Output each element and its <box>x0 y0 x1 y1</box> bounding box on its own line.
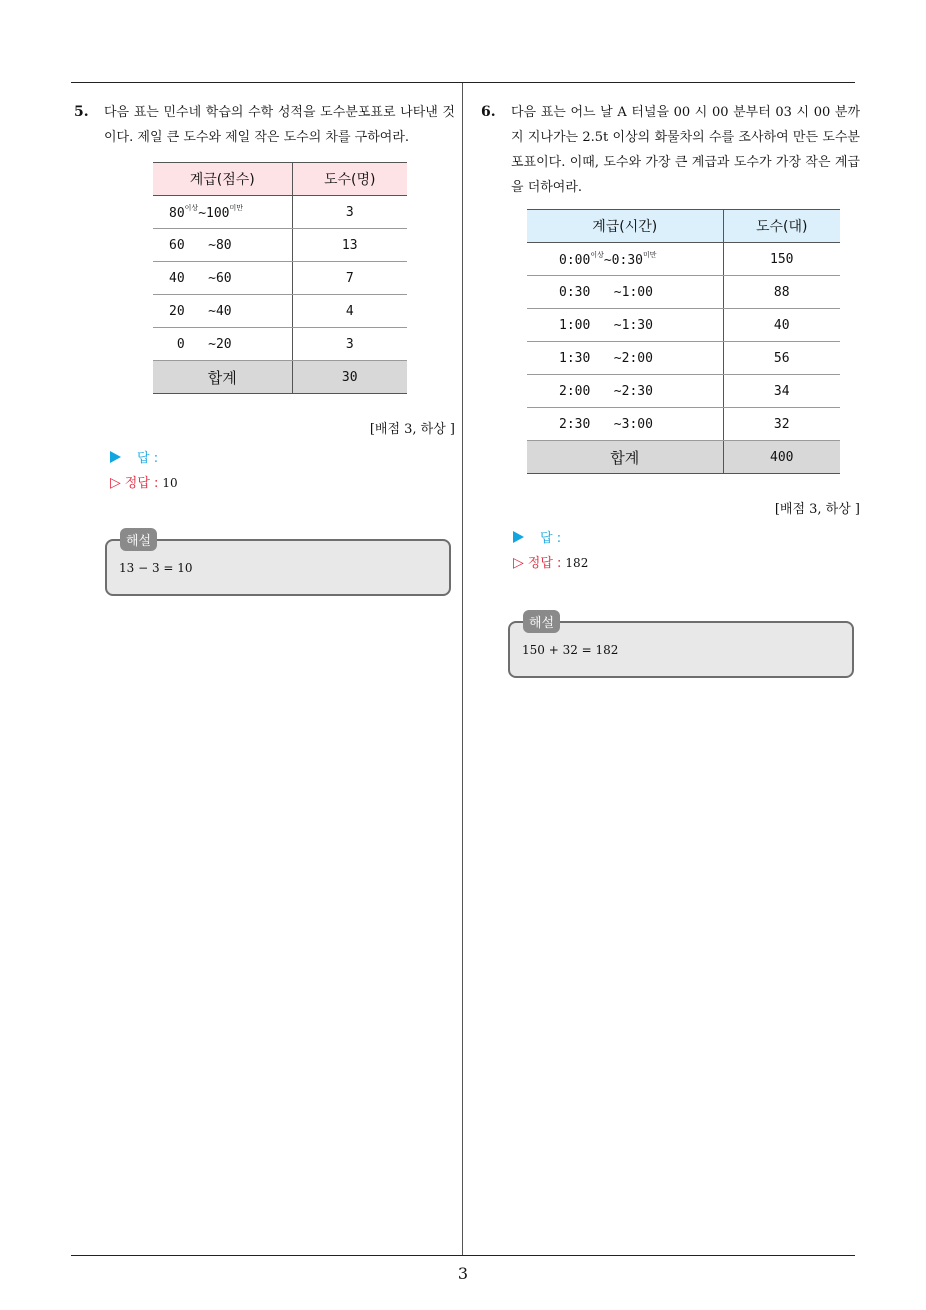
frequency-cell: 88 <box>723 276 840 309</box>
table-header <box>153 163 407 196</box>
question-text <box>477 100 860 200</box>
frequency-cell: 13 <box>292 229 407 262</box>
correct-answer-line <box>513 551 860 576</box>
table-total-row <box>153 361 407 394</box>
frequency-cell: 4 <box>292 295 407 328</box>
frequency-cell: 40 <box>723 309 840 342</box>
total-label: 합계 <box>527 441 723 474</box>
table-row <box>527 309 840 342</box>
correct-label: 정답 : <box>124 476 159 491</box>
page-number: 3 <box>457 1264 469 1283</box>
table-row <box>153 229 407 262</box>
class-cell: 0 ~20 <box>153 328 292 361</box>
answer-area <box>513 527 860 576</box>
correct-label: 정답 : <box>527 556 562 571</box>
frequency-cell: 34 <box>723 375 840 408</box>
class-cell: $80^{이상}\sim 100^{미만}$ <box>153 196 292 229</box>
total-value: 30 <box>292 361 407 394</box>
solution-text: 150 + 32 = 182 <box>522 643 619 657</box>
table-header <box>527 210 840 243</box>
answer-line <box>110 447 455 471</box>
score-note: [배점 3, 하상 ] <box>774 502 860 517</box>
solution-tab: 해설 <box>120 528 157 551</box>
correct-value: 10 <box>162 476 178 490</box>
table-row <box>153 295 407 328</box>
table-row <box>527 276 840 309</box>
frequency-cell: 3 <box>292 196 407 229</box>
frequency-cell: 7 <box>292 262 407 295</box>
answer-line <box>513 527 860 551</box>
table-row <box>153 262 407 295</box>
question-text <box>70 100 455 150</box>
solution-text: 13 − 3 = 10 <box>119 561 193 575</box>
class-cell: 40 ~60 <box>153 262 292 295</box>
header-class: 계급(점수) <box>153 163 292 196</box>
table-row <box>153 196 407 229</box>
class-cell: 20 ~40 <box>153 295 292 328</box>
solution-box <box>508 616 854 678</box>
class-cell: 1:30 ~2:00 <box>527 342 723 375</box>
bottom-rule <box>71 1255 855 1256</box>
header-frequency: 도수(대) <box>723 210 840 243</box>
question-body: 다음 표는 어느 날 A 터널을 00 시 00 분부터 03 시 00 분까지 지나가는 2.5t 이상의 화물차의 수를 조사하여 만든 도수분포표이다. 이때, 도수와 가장 큰 계급과 도수가 가장 작은 계급을 더하여라. <box>511 105 860 195</box>
play-triangle-icon <box>110 451 121 463</box>
top-rule <box>71 82 855 83</box>
total-label: 합계 <box>153 361 292 394</box>
question-5 <box>70 100 455 596</box>
outline-triangle-icon: ▷ <box>110 475 121 491</box>
correct-value: 182 <box>565 556 589 570</box>
class-cell: 0:30 ~1:00 <box>527 276 723 309</box>
table-row <box>527 342 840 375</box>
class-cell: 1:00 ~1:30 <box>527 309 723 342</box>
outline-triangle-icon: ▷ <box>513 555 524 571</box>
answer-label: 답 : <box>137 451 159 466</box>
score-note: [배점 3, 하상 ] <box>369 422 455 437</box>
question-number: 5. <box>74 104 89 120</box>
frequency-table <box>527 209 840 474</box>
table-total-row <box>527 441 840 474</box>
play-triangle-icon <box>513 531 524 543</box>
solution-box <box>105 534 451 596</box>
class-cell: 2:30 ~3:00 <box>527 408 723 441</box>
solution-tab: 해설 <box>523 610 560 633</box>
header-class: 계급(시간) <box>527 210 723 243</box>
total-value: 400 <box>723 441 840 474</box>
header-frequency: 도수(명) <box>292 163 407 196</box>
frequency-cell: 56 <box>723 342 840 375</box>
question-number: 6. <box>481 104 496 120</box>
class-cell: 2:00 ~2:30 <box>527 375 723 408</box>
frequency-cell: 32 <box>723 408 840 441</box>
correct-answer-line <box>110 471 455 496</box>
question-body: 다음 표는 민수네 학습의 수학 성적을 도수분포표로 나타낸 것이다. 제일 큰 도수와 제일 작은 도수의 차를 구하여라. <box>104 105 455 145</box>
table-row <box>527 408 840 441</box>
answer-area <box>110 447 455 496</box>
frequency-cell: 150 <box>723 243 840 276</box>
column-divider <box>462 83 463 1255</box>
frequency-cell: 3 <box>292 328 407 361</box>
table-row <box>527 243 840 276</box>
question-6 <box>477 100 860 678</box>
class-cell: $0:00^{이상}\sim 0:30^{미만}$ <box>527 243 723 276</box>
frequency-table <box>153 162 407 394</box>
table-row <box>153 328 407 361</box>
table-row <box>527 375 840 408</box>
answer-label: 답 : <box>540 531 562 546</box>
class-cell: 60 ~80 <box>153 229 292 262</box>
